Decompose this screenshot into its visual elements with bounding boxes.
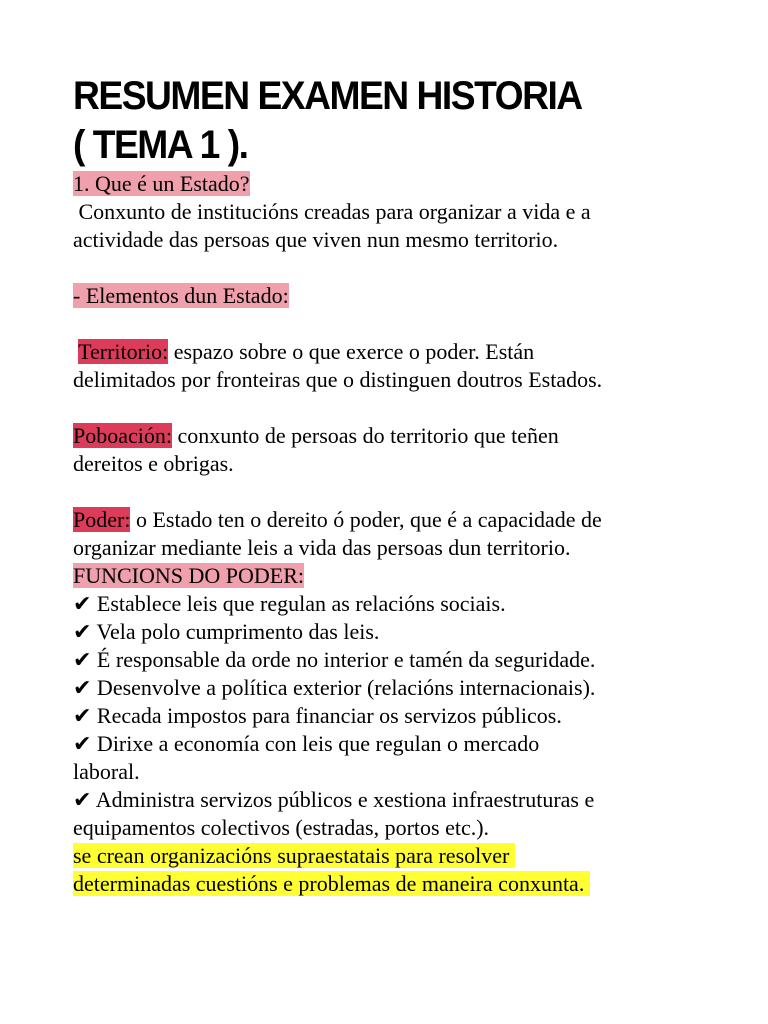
functions-list: [73, 590, 713, 842]
poder-paragraph: [73, 506, 713, 534]
document-page: [73, 72, 713, 898]
spacer: [73, 394, 713, 422]
poboacion-text-2: dereitos e obrigas.: [73, 451, 234, 476]
spacer: [73, 478, 713, 506]
poder-term: Poder:: [73, 507, 131, 532]
territorio-text-1: espazo sobre o que exerce o poder. Están: [168, 339, 535, 364]
function-item: ✔ Recada impostos para financiar os servizos públicos.: [73, 703, 562, 728]
function-item: ✔ É responsable da orde no interior e tamén da seguridade.: [73, 647, 596, 672]
elements-heading: - Elementos dun Estado:: [73, 283, 289, 308]
definition-line-2: actividade das persoas que viven nun mesmo territorio.: [73, 227, 559, 252]
function-item: ✔ Desenvolve a política exterior (relacións internacionais).: [73, 675, 596, 700]
spacer: [73, 254, 713, 282]
title-line-2: ( TEMA 1 ).: [73, 123, 248, 167]
poboacion-text-1: conxunto de persoas do territorio que teñen: [172, 423, 559, 448]
territorio-term: Territorio:: [78, 339, 169, 364]
document-body: [73, 170, 713, 898]
poder-text-1: o Estado ten o dereito ó poder, que é a capacidade de: [130, 507, 602, 532]
functions-heading: FUNCIONS DO PODER:: [73, 563, 305, 588]
function-item: ✔ Administra servizos públicos e xestiona infraestruturas e: [73, 787, 595, 812]
function-item: ✔ Establece leis que regulan as relacións sociais.: [73, 591, 506, 616]
question-heading: 1. Que é un Estado?: [73, 171, 250, 196]
poboacion-term: Poboación:: [73, 423, 172, 448]
function-item-continued: laboral.: [73, 759, 140, 784]
note-line-1: se crean organizacións supraestatais para resolver: [73, 843, 515, 868]
definition-line-1: Conxunto de institucións creadas para organizar a vida e a: [73, 199, 591, 224]
spacer: [73, 310, 713, 338]
title-line-1: RESUMEN EXAMEN HISTORIA: [73, 74, 582, 118]
territorio-paragraph: [73, 338, 713, 366]
poder-text-2: organizar mediante leis a vida das persoas dun territorio.: [73, 535, 571, 560]
function-item-continued: equipamentos colectivos (estradas, portos etc.).: [73, 815, 490, 840]
poboacion-paragraph: [73, 422, 713, 450]
territorio-text-2: delimitados por fronteiras que o distinguen doutros Estados.: [73, 367, 603, 392]
note-line-2: determinadas cuestións e problemas de maneira conxunta.: [73, 871, 590, 896]
function-item: ✔ Vela polo cumprimento das leis.: [73, 619, 380, 644]
function-item: ✔ Dirixe a economía con leis que regulan o mercado: [73, 731, 540, 756]
document-title: [73, 72, 668, 170]
